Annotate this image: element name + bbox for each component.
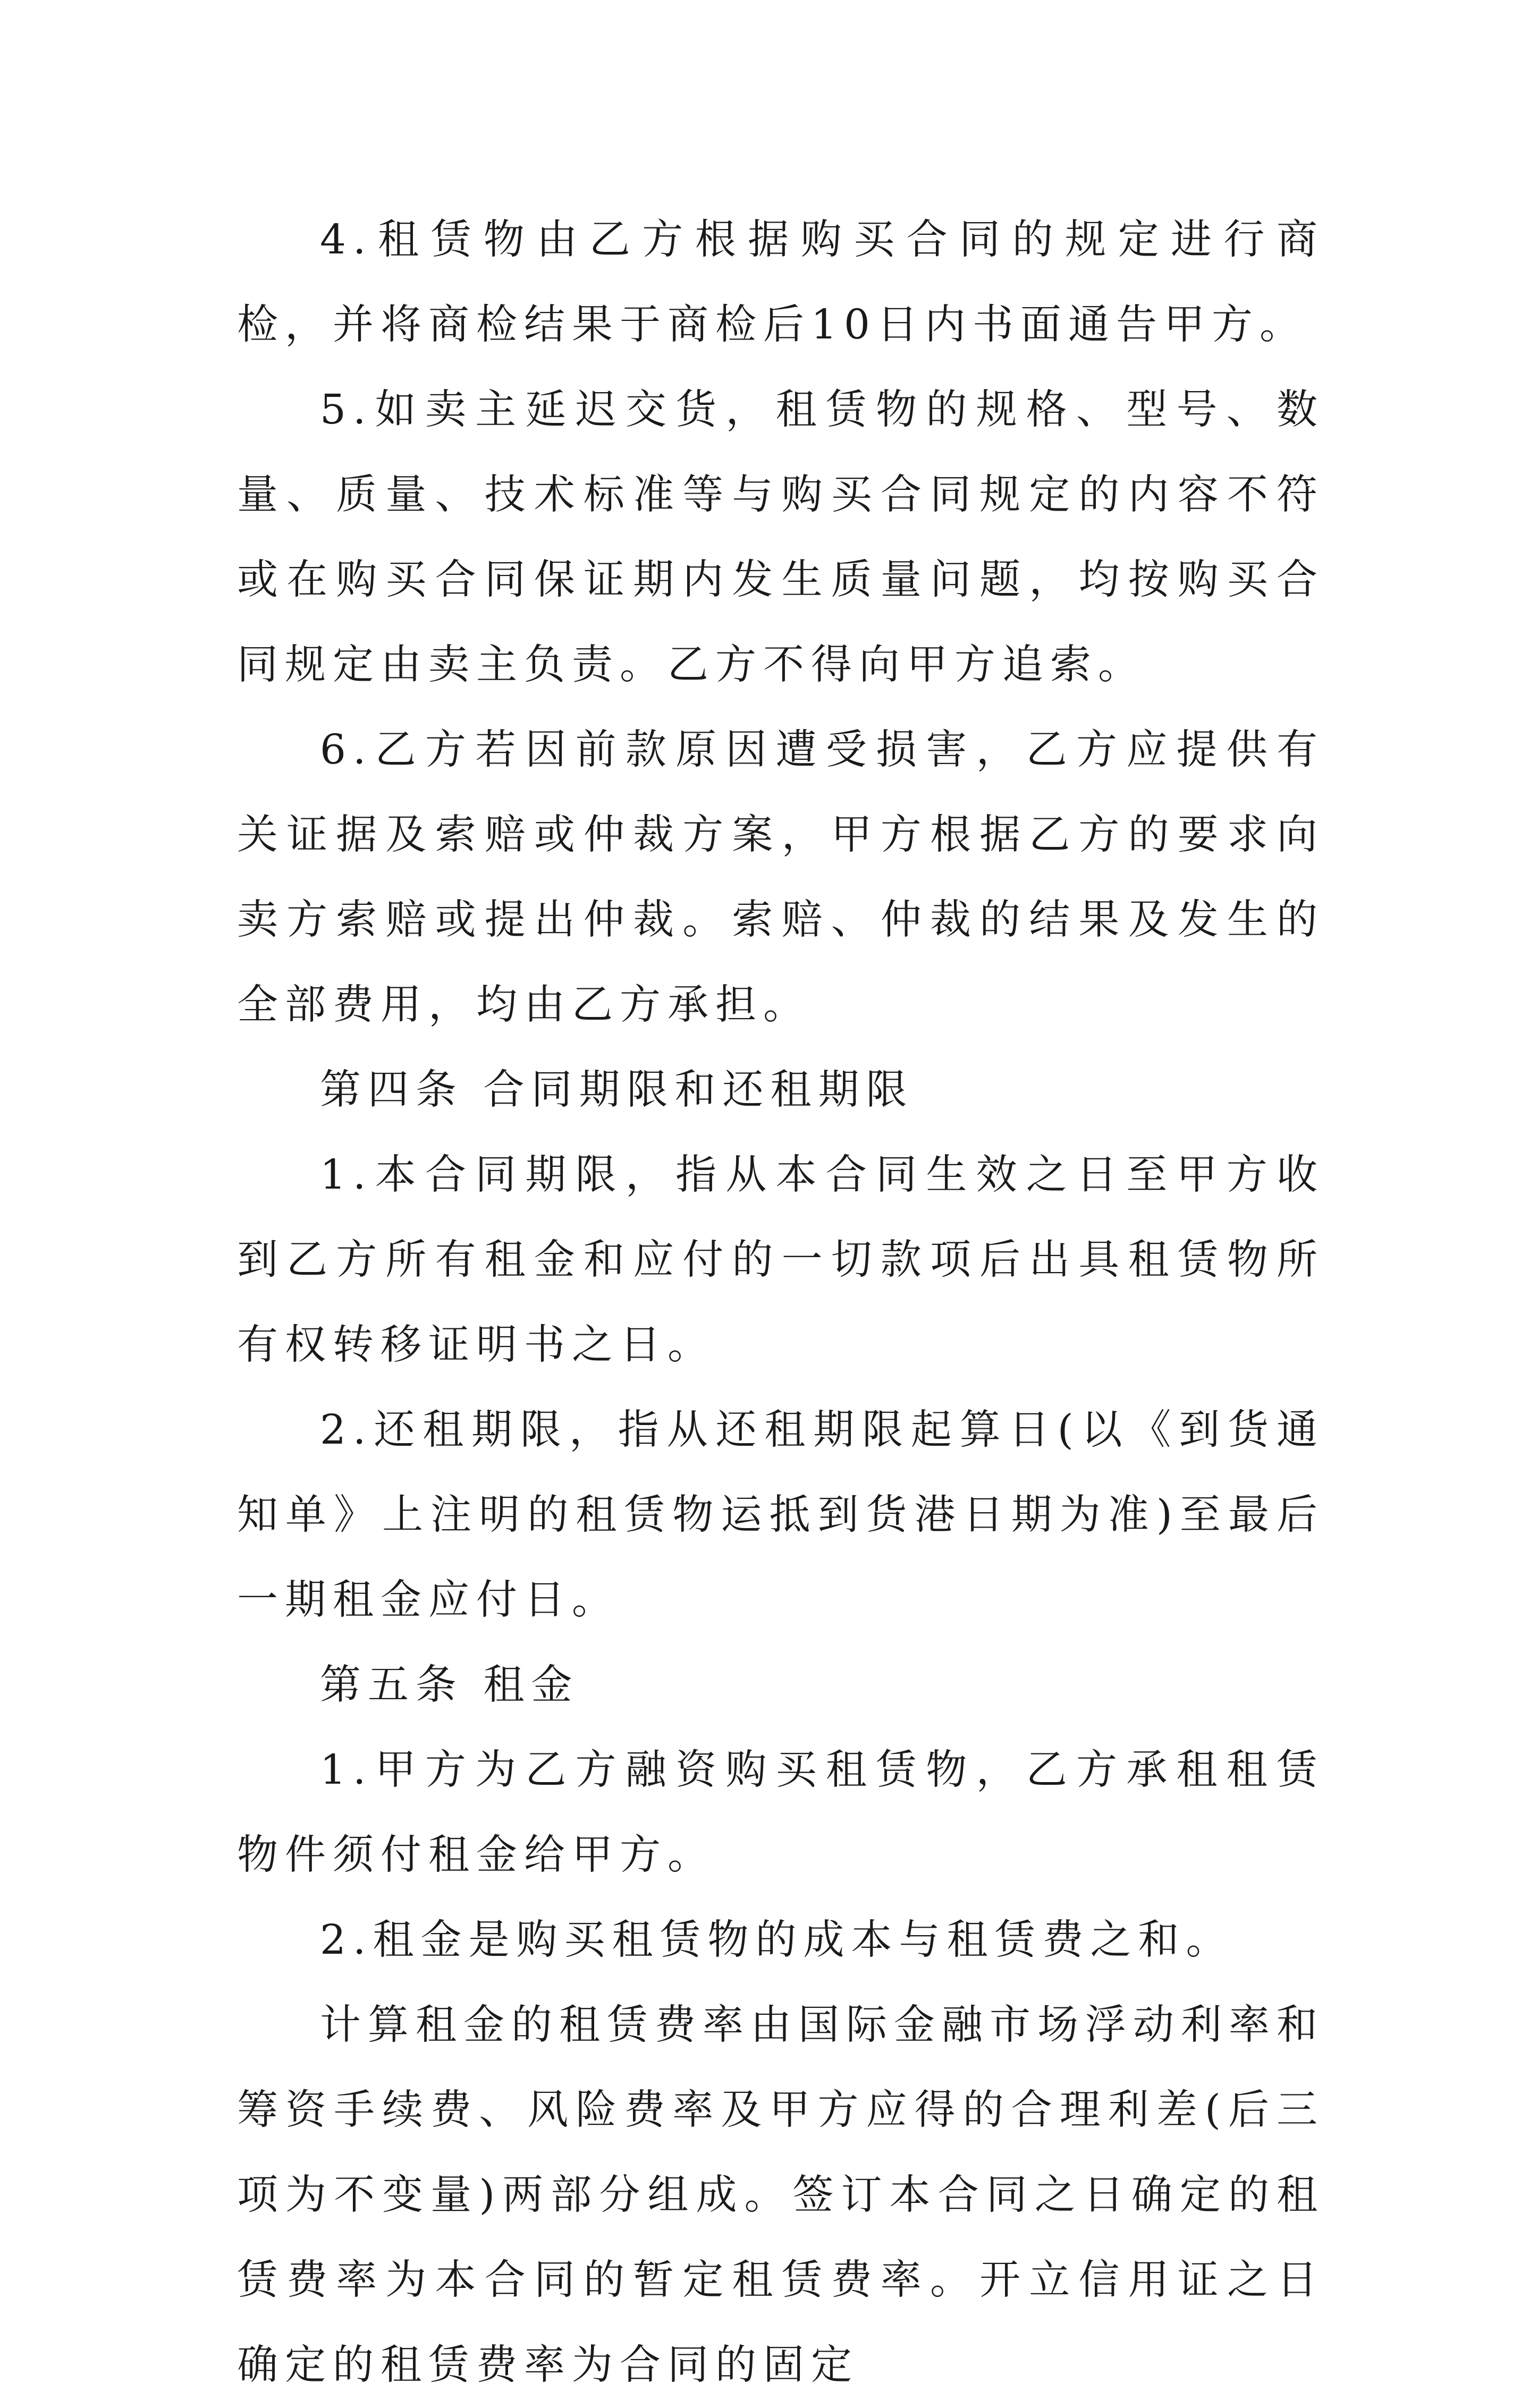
clause-paragraph: 4.租赁物由乙方根据购买合同的规定进行商检，并将商检结果于商检后10日内书面通告甲方。 (237, 216, 1324, 349)
clause-paragraph: 计算租金的租赁费率由国际金融市场浮动利率和筹资手续费、风险费率及甲方应得的合理利差(后三项为不变量)两部分组成。签订本合同之日确定的租赁费率为本合同的暂定租赁费率。开立信用证之日确定的租赁费率为合同的固定 (237, 2002, 1324, 2389)
clause-paragraph: 1.甲方为乙方融资购买租赁物，乙方承租租赁物件须付租金给甲方。 (237, 1746, 1324, 1879)
clause-paragraph: 5.如卖主延迟交货，租赁物的规格、型号、数量、质量、技术标准等与购买合同规定的内容不符或在购买合同保证期内发生质量问题，均按购买合同规定由卖主负责。乙方不得向甲方追索。 (237, 386, 1324, 689)
clause-paragraph: 2.还租期限，指从还租期限起算日(以《到货通知单》上注明的租赁物运抵到货港日期为准)至最后一期租金应付日。 (237, 1406, 1324, 1624)
article-heading: 第五条 租金 (320, 1661, 579, 1709)
article-heading: 第四条 合同期限和还租期限 (320, 1066, 914, 1114)
clause-paragraph: 2.租金是购买租赁物的成本与租赁费之和。 (320, 1917, 1234, 1964)
clause-paragraph: 6.乙方若因前款原因遭受损害，乙方应提供有关证据及索赔或仲裁方案，甲方根据乙方的要求向卖方索赔或提出仲裁。索赔、仲裁的结果及发生的全部费用，均由乙方承担。 (237, 726, 1324, 1029)
clause-paragraph: 1.本合同期限，指从本合同生效之日至甲方收到乙方所有租金和应付的一切款项后出具租赁物所有权转移证明书之日。 (237, 1151, 1324, 1369)
document-body (237, 198, 1324, 2408)
